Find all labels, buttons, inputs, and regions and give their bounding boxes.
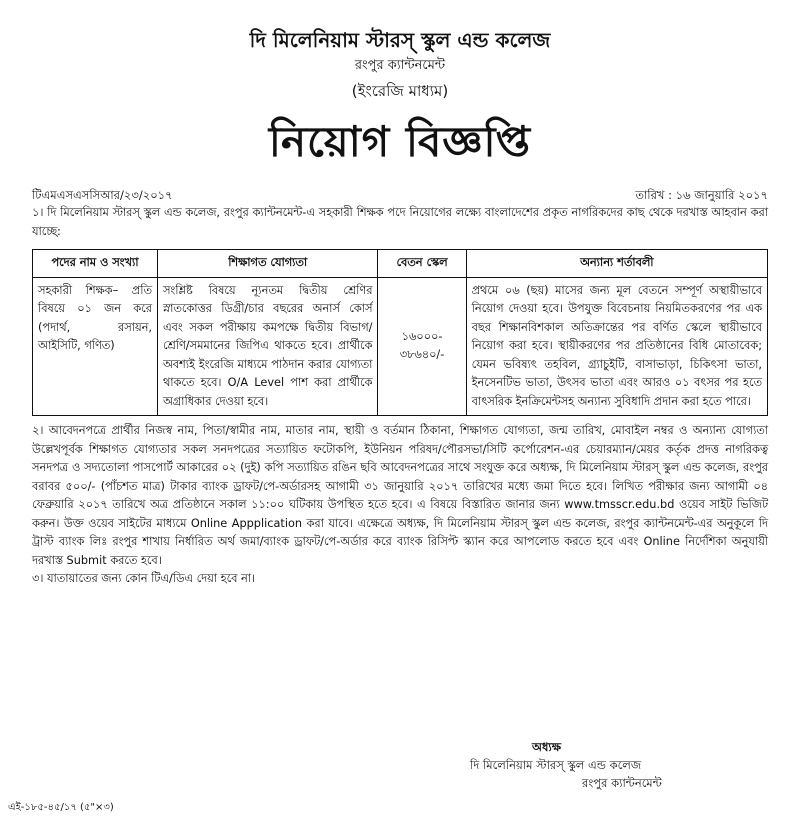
signature-line-2: রংপুর ক্যান্টনমেন্ট xyxy=(582,776,662,790)
header-post: পদের নাম ও সংখ্যা xyxy=(33,250,158,278)
footer-code: এই-১৮৫-৪৫/১৭ (৫"×৩) xyxy=(8,802,114,813)
paragraph-2: ২। আবেদনপত্রে প্রার্থীর নিজস্ব নাম, পিতা/স্বামীর নাম, মাতার নাম, স্থায়ী ও বর্তমান ঠিকানা, শিক্ষাগত যোগ্যতা, জন্ম তারিখ, মোবাইল নম্বর ও অন্যান্য যোগ্যতা উল্লেখপূর্বক শিক্ষাগত যোগ্যতার সকল সনদপত্রের সত্যায়িত ফটোকপি, ইউনিয়ন পরিষদ/পৌরসভা/সিটি কর্পোরেশন-এর চেয়ারম্যান/মেয়র কর্তৃক প্রদত্ত নাগরিকত্ব সনদপত্র ও সদ্যতোলা পাসপোর্ট আকারের ০২ (দুই) কপি সত্যায়িত রঙিন ছবি আবেদনপত্রের সাথে সংযুক্ত করে অধ্যক্ষ, দি মিলেনিয়াম স্টারস্ স্কুল এন্ড কলেজ, রংপুর বরাবর ৫০০/- (পাঁচশত মাত্র) টাকার ব্যাংক ড্রাফট/পে-অর্ডারসহ আগামী ৩১ জানুয়ারি ২০১৭ তারিখের মধ্যে জমা দিতে হবে। লিখিত পরীক্ষার জন্য আগামী ০৪ ফেব্রুয়ারি ২০১৭ তারিখে অত্র প্রতিষ্ঠানে সকাল ১১:০০ ঘটিকায় উপস্থিত হতে হবে। এ বিষয়ে বিস্তারিত জানার জন্য www.tmsscr.edu.bd ওয়েব সাইট ভিজিট করুন। উক্ত ওয়েব সাইটের মাধ্যমে Online Appplication করা যাবে। এক্ষেত্রে অধ্যক্ষ, দি মিলেনিয়াম স্টারস্ স্কুল এন্ড কলেজ, রংপুর ক্যান্টনমেন্ট-এর অনুকূলে দি ট্রাস্ট ব্যাংক লিঃ রংপুর শাখায় নির্ধারিত অর্থ জমা/ব্যাংক ড্রাফট/পে-অর্ডার করে ব্যাংক রিসিপ্ট স্ক্যান করে আপলোড করতে হবে এবং Online নির্দেশিকা অনুযায়ী দরখাস্ত Submit করতে হবে। xyxy=(32,424,768,567)
header-conditions: অন্যান্য শর্তাবলী xyxy=(466,250,767,278)
reference-row xyxy=(32,186,768,204)
table-row xyxy=(33,277,768,416)
requirements-table xyxy=(32,249,768,416)
school-medium: (ইংরেজি মাধ্যম) xyxy=(351,82,449,100)
school-location: রংপুর ক্যান্টনমেন্ট xyxy=(354,58,446,73)
reference-number: টিএমএসএসসিআর/২৩/২০১৭ xyxy=(32,188,173,202)
signature-line-1: দি মিলেনিয়াম স্টারস্ স্কুল এন্ড কলেজ xyxy=(470,758,642,772)
cell-post: সহকারী শিক্ষক– প্রতি বিষয়ে ০১ জন করে (পদার্থ, রসায়ন, আইসিটি, গণিত) xyxy=(33,277,158,416)
page-title: নিয়োগ বিজ্ঞপ্তি xyxy=(268,117,532,166)
header-salary: বেতন স্কেল xyxy=(378,250,466,278)
notice-date: তারিখ : ১৬ জানুয়ারি ২০১৭ xyxy=(635,188,768,202)
cell-qualification: সংশ্লিষ্ট বিষয়ে ন্যূনতম দ্বিতীয় শ্রেণির স্নাতকোত্তর ডিগ্রী/চার বছরের অনার্স কোর্স এবং সকল পরীক্ষায় কমপক্ষে দ্বিতীয় বিভাগ/ শ্রেণি/সমমানের জিপিএ থাকতে হবে। প্রার্থীকে অবশ্যই ইংরেজি মাধ্যমে পাঠদান করার যোগ্যতা থাকতে হবে। O/A Level পাশ করা প্রার্থীকে অগ্রাধিকার দেওয়া হবে। xyxy=(157,277,378,416)
cell-conditions: প্রথমে ০৬ (ছয়) মাসের জন্য মূল বেতনে সম্পূর্ণ অস্থায়ীভাবে নিয়োগ দেওয়া হবে। উপযুক্ত বিবেচনায় নিয়মিতকরণের পর এক বছর শিক্ষানবিশকাল অতিক্রান্তের পর বর্ণিত স্কেলে স্থায়ীভাবে নিয়োগ করা হবে। স্থায়ীকরণের পর প্রতিষ্ঠানের বিধি মোতাবেক; যেমন ভবিষ্যৎ তহবিল, গ্র্যাচুইটি, বাসাভাড়া, চিকিৎসা ভাতা, ইনসেনটিভ ভাতা, উৎসব ভাতা এবং আরও ০১ বৎসর পর হতে বাৎসরিক ইনক্রিমেন্টসহ অন্যান্য সুবিধাদি প্রদান করা হতে পারে। xyxy=(466,277,767,416)
school-name: দি মিলেনিয়াম স্টারস্ স্কুল এন্ড কলেজ xyxy=(249,28,551,52)
header-qualification: শিক্ষাগত যোগ্যতা xyxy=(157,250,378,278)
paragraph-3: ৩। যাতায়াতের জন্য কোন টিএ/ডিএ দেয়া হবে না। xyxy=(32,572,256,585)
paragraph-1: ১। দি মিলেনিয়াম স্টারস্ স্কুল এন্ড কলেজ, রংপুর ক্যান্টনমেন্ট-এ সহকারী শিক্ষক পদে নিয়োগের লক্ষ্যে বাংলাদেশের প্রকৃত নাগরিকদের কাছ থেকে দরখাস্ত আহবান করা যাচ্ছে: xyxy=(32,206,768,238)
signature-block xyxy=(470,738,662,792)
signature-title: অধ্যক্ষ xyxy=(532,740,562,754)
table-header-row xyxy=(33,250,768,278)
cell-salary: ১৬০০০- ৩৮৬৪০/- xyxy=(378,277,466,416)
